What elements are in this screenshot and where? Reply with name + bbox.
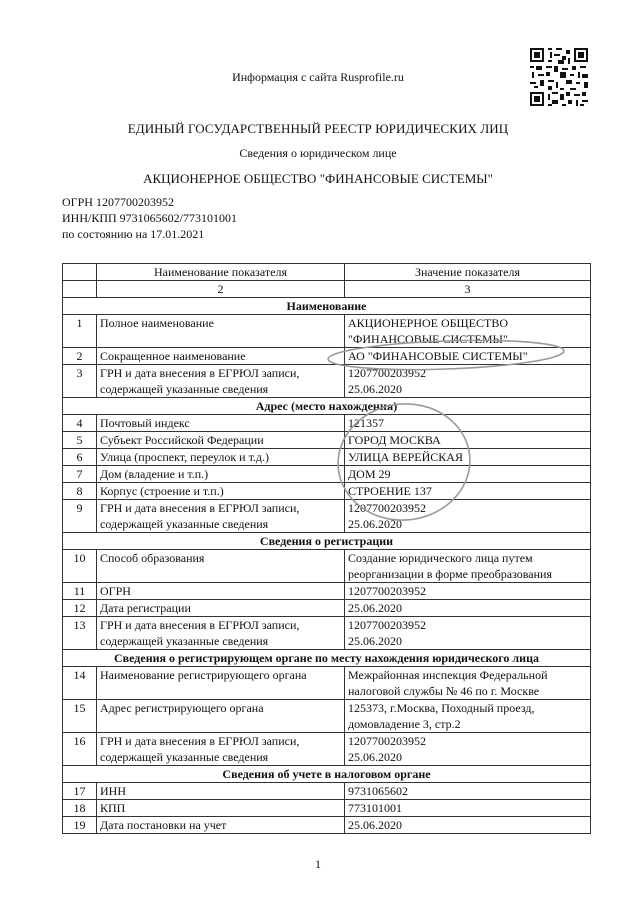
row-value-date: 25.06.2020 <box>348 750 402 764</box>
row-value: УЛИЦА ВЕРЕЙСКАЯ <box>345 449 591 466</box>
row-name: Дата регистрации <box>97 600 345 617</box>
table-header-num <box>63 264 97 281</box>
row-name: Субъект Российской Федерации <box>97 432 345 449</box>
row-number: 5 <box>63 432 97 449</box>
row-name: ГРН и дата внесения в ЕГРЮЛ записи, содержащей указанные сведения <box>97 500 345 533</box>
row-number: 4 <box>63 415 97 432</box>
table-header-col-number: 2 <box>97 281 345 298</box>
row-name: Адрес регистрирующего органа <box>97 700 345 733</box>
row-name: КПП <box>97 800 345 817</box>
inn-kpp-line: ИНН/КПП 9731065602/773101001 <box>62 211 238 225</box>
row-number: 10 <box>63 550 97 583</box>
row-value-date: 25.06.2020 <box>348 517 402 531</box>
row-number: 6 <box>63 449 97 466</box>
section-header: Сведения о регистрации <box>63 533 591 550</box>
row-number: 11 <box>63 583 97 600</box>
table-row <box>63 449 591 466</box>
row-value: 25.06.2020 <box>345 817 591 834</box>
section-header-row <box>63 298 591 315</box>
table-header-row <box>63 264 591 281</box>
row-name: Наименование регистрирующего органа <box>97 667 345 700</box>
row-value: 121357 <box>345 415 591 432</box>
row-name: ИНН <box>97 783 345 800</box>
row-value <box>345 733 591 766</box>
table-row <box>63 817 591 834</box>
row-value-grn: 1207700203952 <box>348 366 426 380</box>
table-row <box>63 483 591 500</box>
row-number: 8 <box>63 483 97 500</box>
row-value-grn: 1207700203952 <box>348 618 426 632</box>
row-number: 7 <box>63 466 97 483</box>
row-number: 2 <box>63 348 97 365</box>
row-value-date: 25.06.2020 <box>348 634 402 648</box>
as-of-date-line: по состоянию на 17.01.2021 <box>62 227 205 241</box>
section-header: Сведения об учете в налоговом органе <box>63 766 591 783</box>
row-value-date: 25.06.2020 <box>348 382 402 396</box>
table-header-value: Значение показателя <box>345 264 591 281</box>
row-number: 14 <box>63 667 97 700</box>
row-number: 15 <box>63 700 97 733</box>
row-value: СТРОЕНИЕ 137 <box>345 483 591 500</box>
table-header-num <box>63 281 97 298</box>
company-name-title: АКЦИОНЕРНОЕ ОБЩЕСТВО "ФИНАНСОВЫЕ СИСТЕМЫ" <box>143 171 493 186</box>
row-value <box>345 617 591 650</box>
row-number: 1 <box>63 315 97 348</box>
row-value: 9731065602 <box>345 783 591 800</box>
section-header: Наименование <box>63 298 591 315</box>
row-name: Почтовый индекс <box>97 415 345 432</box>
row-name: ГРН и дата внесения в ЕГРЮЛ записи, содержащей указанные сведения <box>97 617 345 650</box>
row-value-grn: 1207700203952 <box>348 501 426 515</box>
section-header-row <box>63 398 591 415</box>
row-name: ОГРН <box>97 583 345 600</box>
row-name: Дом (владение и т.п.) <box>97 466 345 483</box>
row-name: Корпус (строение и т.п.) <box>97 483 345 500</box>
row-number: 9 <box>63 500 97 533</box>
site-info: Информация с сайта Rusprofile.ru <box>232 70 404 84</box>
section-header-row <box>63 766 591 783</box>
row-number: 13 <box>63 617 97 650</box>
table-row <box>63 600 591 617</box>
qr-code <box>528 46 590 108</box>
row-value: АО "ФИНАНСОВЫЕ СИСТЕМЫ" <box>345 348 591 365</box>
section-header-row <box>63 650 591 667</box>
row-name: Улица (проспект, переулок и т.д.) <box>97 449 345 466</box>
row-number: 3 <box>63 365 97 398</box>
table-header-numbers-row <box>63 281 591 298</box>
row-number: 17 <box>63 783 97 800</box>
table-row <box>63 348 591 365</box>
row-value: Межрайонная инспекция Федеральной налоговой службы № 46 по г. Москве <box>345 667 591 700</box>
table-row <box>63 667 591 700</box>
row-value: 1207700203952 <box>345 583 591 600</box>
row-name: ГРН и дата внесения в ЕГРЮЛ записи, содержащей указанные сведения <box>97 365 345 398</box>
egrul-table <box>62 263 591 834</box>
table-row <box>63 700 591 733</box>
row-number: 12 <box>63 600 97 617</box>
registry-title: ЕДИНЫЙ ГОСУДАРСТВЕННЫЙ РЕЕСТР ЮРИДИЧЕСКИХ ЛИЦ <box>127 121 509 136</box>
table-row <box>63 432 591 449</box>
row-value: АКЦИОНЕРНОЕ ОБЩЕСТВО "ФИНАНСОВЫЕ СИСТЕМЫ" <box>345 315 591 348</box>
table-row <box>63 365 591 398</box>
table-row <box>63 550 591 583</box>
document-subtitle: Сведения о юридическом лице <box>239 146 397 160</box>
table-header-name: Наименование показателя <box>97 264 345 281</box>
row-number: 19 <box>63 817 97 834</box>
row-name: Способ образования <box>97 550 345 583</box>
table-row <box>63 466 591 483</box>
table-row <box>63 415 591 432</box>
row-name: ГРН и дата внесения в ЕГРЮЛ записи, содержащей указанные сведения <box>97 733 345 766</box>
table-row <box>63 617 591 650</box>
row-value: 773101001 <box>345 800 591 817</box>
ogrn-line: ОГРН 1207700203952 <box>62 195 174 209</box>
row-value: 125373, г.Москва, Походный проезд, домовладение 3, стр.2 <box>345 700 591 733</box>
table-row <box>63 315 591 348</box>
row-value-grn: 1207700203952 <box>348 734 426 748</box>
page-number: 1 <box>315 857 321 871</box>
row-value: Создание юридического лица путем реорганизации в форме преобразования <box>345 550 591 583</box>
table-row <box>63 500 591 533</box>
row-value: 25.06.2020 <box>345 600 591 617</box>
table-row <box>63 583 591 600</box>
section-header: Сведения о регистрирующем органе по месту нахождения юридического лица <box>63 650 591 667</box>
table-header-col-number: 3 <box>345 281 591 298</box>
row-value: ДОМ 29 <box>345 466 591 483</box>
row-value: ГОРОД МОСКВА <box>345 432 591 449</box>
row-name: Полное наименование <box>97 315 345 348</box>
row-value <box>345 365 591 398</box>
table-row <box>63 733 591 766</box>
table-row <box>63 800 591 817</box>
row-name: Дата постановки на учет <box>97 817 345 834</box>
table-row <box>63 783 591 800</box>
section-header-row <box>63 533 591 550</box>
section-header: Адрес (место нахождения) <box>63 398 591 415</box>
row-name: Сокращенное наименование <box>97 348 345 365</box>
row-value <box>345 500 591 533</box>
row-number: 18 <box>63 800 97 817</box>
row-number: 16 <box>63 733 97 766</box>
